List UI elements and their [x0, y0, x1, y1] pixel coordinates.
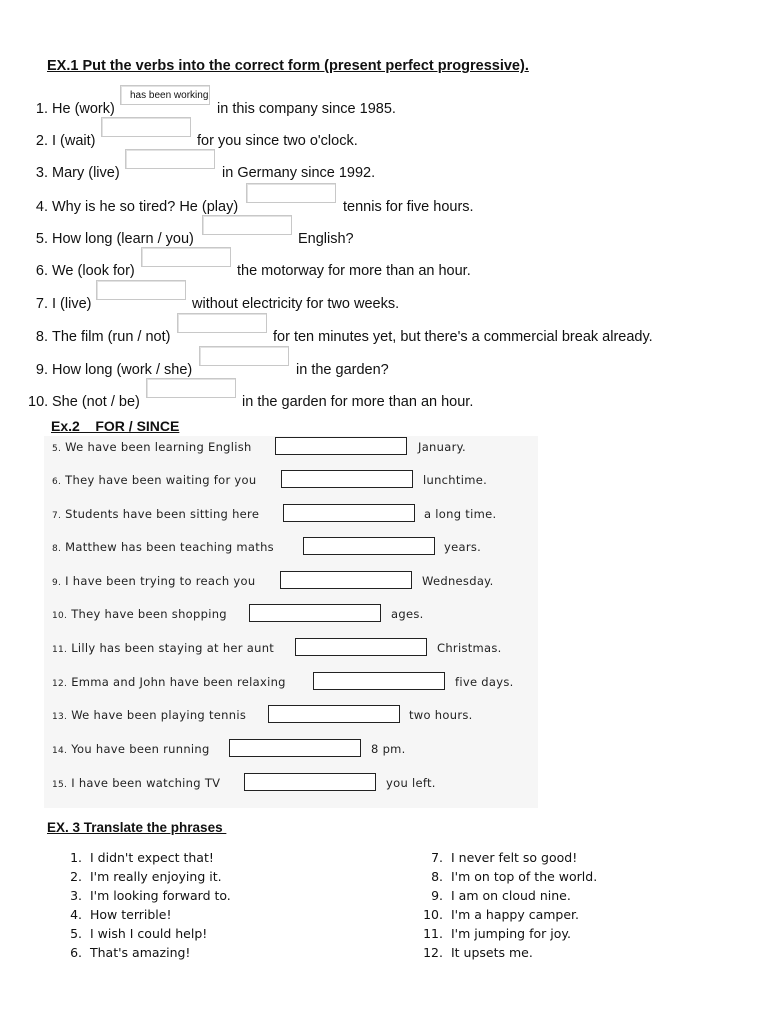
phrase-text: How terrible! [90, 907, 172, 922]
item-prompt: I have been trying to reach you [65, 574, 256, 588]
item-prompt: We have been playing tennis [71, 708, 247, 722]
item-prompt: How long (work / she) [52, 362, 193, 378]
item-number: 12. [52, 679, 68, 689]
item-continuation: January. [418, 440, 467, 454]
ex2-item [52, 739, 532, 761]
ex2-title: Ex.2 FOR / SINCE [51, 418, 180, 434]
phrase-text: I am on cloud nine. [451, 888, 571, 903]
item-prompt: Mary (live) [52, 165, 120, 181]
phrase-text: I wish I could help! [90, 926, 208, 941]
phrase-text: It upsets me. [451, 945, 533, 960]
answer-input[interactable] [268, 705, 400, 723]
item-number: 9. [431, 888, 443, 903]
item-number: 6. [70, 945, 82, 960]
answer-input[interactable] [125, 149, 215, 169]
item-prompt: I (live) [52, 296, 92, 312]
answer-input[interactable] [199, 346, 289, 366]
phrase-text: I never felt so good! [451, 850, 578, 865]
answer-input[interactable] [313, 672, 445, 690]
item-continuation: for ten minutes yet, but there's a commercial break already. [273, 329, 653, 345]
item-prompt: Emma and John have been relaxing [71, 675, 286, 689]
item-continuation: without electricity for two weeks. [192, 296, 400, 312]
item-prompt: The film (run / not) [52, 329, 171, 345]
item-continuation: lunchtime. [423, 473, 488, 487]
answer-input[interactable] [275, 437, 407, 455]
ex2-item [52, 537, 532, 559]
item-continuation: tennis for five hours. [343, 199, 474, 215]
ex2-item [52, 773, 532, 795]
item-number: 10. [52, 611, 68, 621]
item-number: 9. [52, 578, 62, 588]
item-prompt: You have been running [71, 742, 210, 756]
item-number: 14. [52, 746, 68, 756]
ex1-title: EX.1 Put the verbs into the correct form (present perfect progressive). [47, 58, 529, 74]
item-number: 1. [35, 101, 48, 117]
item-continuation: Wednesday. [422, 574, 494, 588]
answer-input[interactable] [295, 638, 427, 656]
answer-input[interactable] [202, 215, 292, 235]
item-number: 6. [35, 263, 48, 279]
item-number: 5. [70, 926, 82, 941]
item-continuation: 8 pm. [371, 742, 406, 756]
item-number: 12. [423, 945, 443, 960]
ex2-item [52, 638, 532, 660]
item-prompt: Students have been sitting here [65, 507, 260, 521]
phrase-text: I didn't expect that! [90, 850, 214, 865]
item-continuation: in the garden? [296, 362, 389, 378]
item-number: 6. [52, 477, 62, 487]
item-number: 7. [431, 850, 443, 865]
answer-input[interactable] [244, 773, 376, 791]
item-number: 7. [52, 511, 62, 521]
item-number: 8. [35, 329, 48, 345]
item-number: 1. [70, 850, 82, 865]
item-number: 4. [35, 199, 48, 215]
ex2-item [52, 571, 532, 593]
item-continuation: in this company since 1985. [217, 101, 396, 117]
answer-input[interactable] [303, 537, 435, 555]
phrase-text: I'm really enjoying it. [90, 869, 222, 884]
item-number: 8. [52, 544, 62, 554]
ex2-item [52, 604, 532, 626]
phrase-text: I'm on top of the world. [451, 869, 598, 884]
item-continuation: years. [444, 540, 482, 554]
item-continuation: English? [298, 231, 354, 247]
item-prompt: I (wait) [52, 133, 96, 149]
item-prompt: We (look for) [52, 263, 135, 279]
item-number: 7. [35, 296, 48, 312]
phrase-text: I'm a happy camper. [451, 907, 580, 922]
item-number: 11. [423, 926, 443, 941]
phrase-text: I'm looking forward to. [90, 888, 231, 903]
item-prompt: They have been waiting for you [65, 473, 257, 487]
ex2-item [52, 470, 532, 492]
ex2-item [52, 705, 532, 727]
item-continuation: ages. [391, 607, 424, 621]
answer-input[interactable] [177, 313, 267, 333]
phrase-text: That's amazing! [90, 945, 191, 960]
item-continuation: in Germany since 1992. [222, 165, 376, 181]
item-number: 9. [35, 362, 48, 378]
item-prompt: Matthew has been teaching maths [65, 540, 274, 554]
ex2-panel [44, 436, 538, 808]
item-number: 10. [423, 907, 443, 922]
item-prompt: Lilly has been staying at her aunt [71, 641, 275, 655]
answer-input[interactable] [96, 280, 186, 300]
phrase-text: I'm jumping for joy. [451, 926, 571, 941]
answer-input[interactable] [283, 504, 415, 522]
item-number: 3. [70, 888, 82, 903]
answer-input[interactable] [281, 470, 413, 488]
item-continuation: Christmas. [437, 641, 502, 655]
answer-input[interactable] [229, 739, 361, 757]
item-number: 5. [52, 444, 62, 454]
answer-input[interactable] [120, 85, 210, 105]
item-prompt: She (not / be) [52, 394, 140, 410]
item-prompt: Why is he so tired? He (play) [52, 199, 239, 215]
item-continuation: in the garden for more than an hour. [242, 394, 474, 410]
answer-input[interactable] [280, 571, 412, 589]
item-continuation: a long time. [424, 507, 497, 521]
item-continuation: the motorway for more than an hour. [237, 263, 471, 279]
item-continuation: you left. [386, 776, 436, 790]
answer-input[interactable] [101, 117, 191, 137]
item-prompt: They have been shopping [71, 607, 227, 621]
item-number: 13. [52, 712, 68, 722]
answer-input[interactable] [146, 378, 236, 398]
item-number: 15. [52, 780, 68, 790]
ex3-title: EX. 3 Translate the phrases [47, 820, 227, 835]
item-number: 10. [28, 394, 49, 410]
item-prompt: He (work) [52, 101, 115, 117]
item-continuation: five days. [455, 675, 514, 689]
ex2-item [52, 672, 532, 694]
item-number: 3. [35, 165, 48, 181]
answer-input[interactable] [246, 183, 336, 203]
item-number: 8. [431, 869, 443, 884]
item-prompt: How long (learn / you) [52, 231, 194, 247]
answer-input[interactable] [249, 604, 381, 622]
answer-input[interactable] [141, 247, 231, 267]
item-continuation: two hours. [409, 708, 473, 722]
ex2-item [52, 437, 532, 459]
item-number: 2. [35, 133, 48, 149]
item-number: 11. [52, 645, 68, 655]
item-number: 4. [70, 907, 82, 922]
item-number: 5. [35, 231, 48, 247]
item-prompt: I have been watching TV [71, 776, 221, 790]
item-continuation: for you since two o'clock. [197, 133, 358, 149]
item-number: 2. [70, 869, 82, 884]
item-prompt: We have been learning English [65, 440, 252, 454]
ex2-item [52, 504, 532, 526]
